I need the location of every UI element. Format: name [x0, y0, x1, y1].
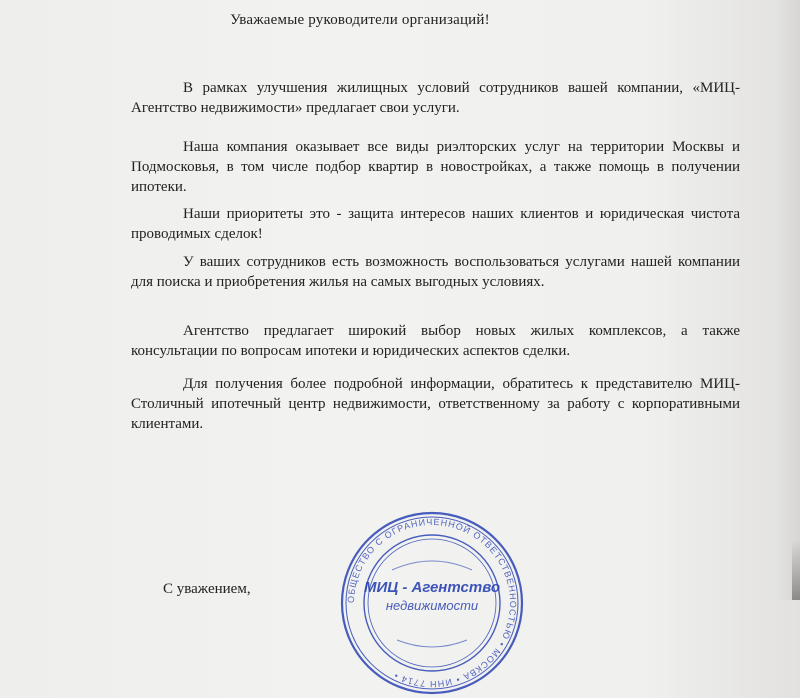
page-edge-shadow [776, 0, 800, 600]
stamp-sub-text: недвижимости [385, 598, 479, 613]
letter-greeting: Уважаемые руководители организаций! [230, 12, 490, 28]
letter-closing: С уважением, [163, 581, 251, 597]
stamp-center-text: МИЦ - Агентство [363, 579, 501, 596]
paragraph-6: Для получения более подробной информации, обратитесь к представителю МИЦ-Столичный ипотечный центр недвижимости, ответственному за работу с корпоративными клиентами. [131, 376, 740, 432]
company-stamp [337, 508, 527, 698]
paragraph-2: Наша компания оказывает все виды риэлторских услуг на территории Москвы и Подмосковья, в том числе подбор квартир в новостройках, а также помощь в получении ипотеки. [131, 139, 740, 195]
paragraph-5: Агентство предлагает широкий выбор новых жилых комплексов, а также консультации по вопросам ипотеки и юридических аспектов сделки. [131, 323, 740, 359]
paragraph-3: Наши приоритеты это - защита интересов наших клиентов и юридическая чистота проводимых сделок! [131, 206, 740, 242]
stamp-ring-text: ОБЩЕСТВО С ОГРАНИЧЕННОЙ ОТВЕТСТВЕННОСТЬЮ • МОСКВА • ИНН 7714 • [345, 516, 519, 690]
margin-mark [792, 540, 800, 600]
paragraph-1: В рамках улучшения жилищных условий сотрудников вашей компании, «МИЦ-Агентство недвижимости» предлагает свои услуги. [131, 80, 740, 116]
paragraph-4: У ваших сотрудников есть возможность воспользоваться услугами нашей компании для поиска и приобретения жилья на самых выгодных условиях. [131, 254, 740, 290]
